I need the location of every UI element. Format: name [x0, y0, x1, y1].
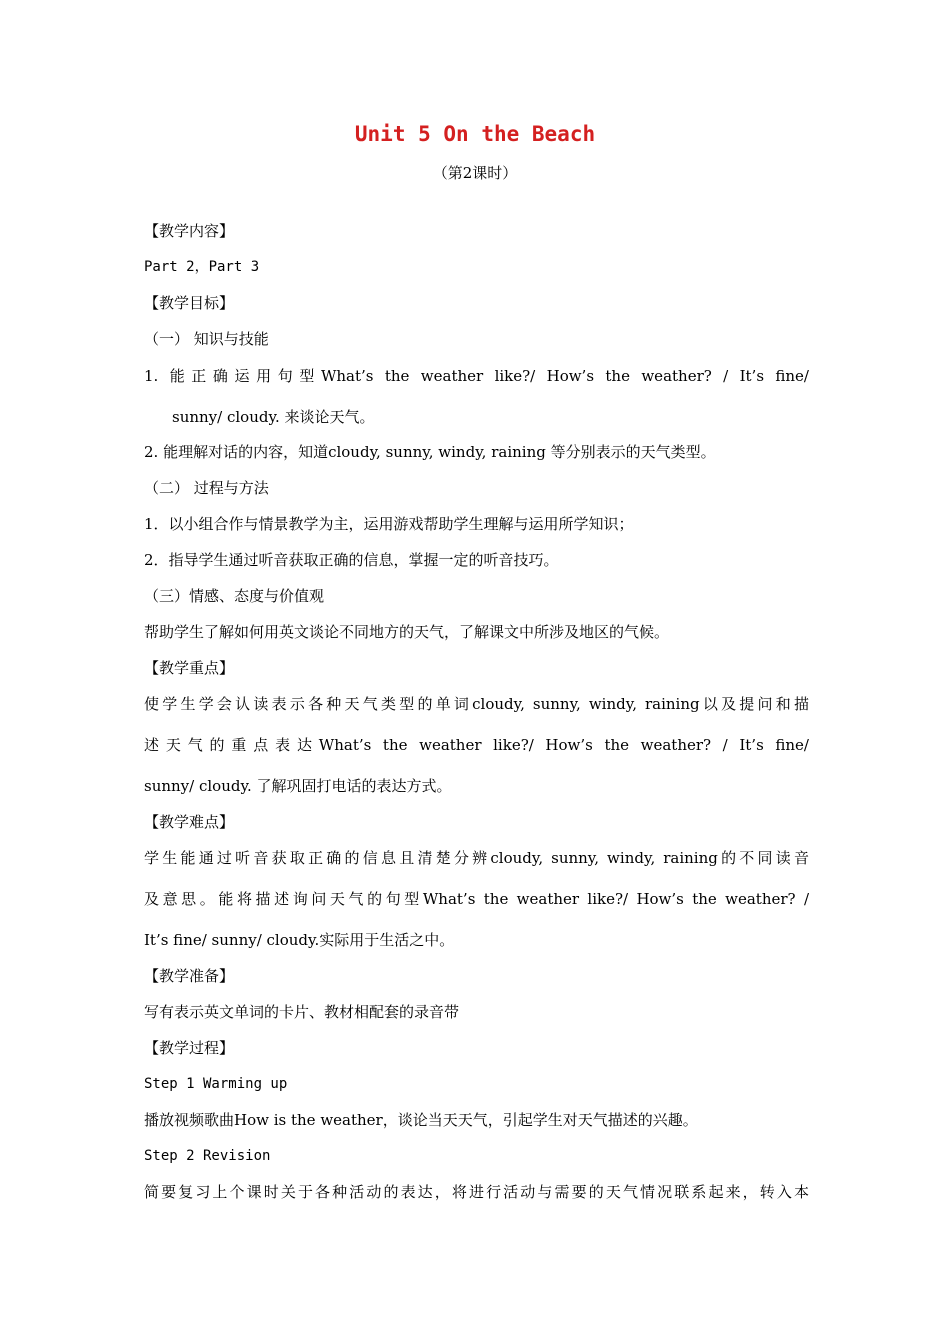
step-heading: Step 1 Warming up — [144, 1076, 288, 1092]
section-heading-key-points: 【教学重点】 — [144, 659, 235, 677]
paragraph-line: 帮助学生了解如何用英文谈论不同地方的天气，了解课文中所涉及地区的气候。 — [144, 623, 670, 641]
paragraph-line: 2．指导学生通过听音获取正确的信息，掌握一定的听音技巧。 — [144, 551, 559, 569]
section-heading-difficulties: 【教学难点】 — [144, 813, 235, 831]
paragraph-line: sunny/ cloudy. 了解巩固打电话的表达方式。 — [144, 777, 452, 795]
document-subtitle: （第2课时） — [432, 164, 518, 182]
subheading-knowledge: （一） 知识与技能 — [144, 330, 269, 348]
section-heading-procedure: 【教学过程】 — [144, 1039, 235, 1057]
paragraph-line: It’s fine/ sunny/ cloudy.实际用于生活之中。 — [144, 931, 455, 949]
paragraph-line: Part 2，Part 3 — [144, 259, 260, 275]
section-heading-content: 【教学内容】 — [144, 222, 235, 240]
paragraph-line: 播放视频歌曲How is the weather，谈论当天天气，引起学生对天气描述的兴趣。 — [144, 1111, 698, 1129]
paragraph-line: sunny/ cloudy. 来谈论天气。 — [172, 408, 375, 426]
paragraph-line: 写有表示英文单词的卡片、教材相配套的录音带 — [144, 1003, 460, 1021]
section-heading-objectives: 【教学目标】 — [144, 294, 235, 312]
paragraph-line: 2. 能理解对话的内容，知道cloudy, sunny, windy, raining 等分别表示的天气类型。 — [144, 443, 716, 461]
document-title: Unit 5 On the Beach — [354, 122, 596, 146]
paragraph-line: 述天气的重点表达What’s the weather like?/ How’s the weather? / It’s fine/ — [144, 736, 809, 754]
paragraph-line: 1．以小组合作与情景教学为主，运用游戏帮助学生理解与运用所学知识； — [144, 515, 634, 533]
subheading-values: （三）情感、态度与价值观 — [144, 587, 325, 605]
section-heading-preparation: 【教学准备】 — [144, 967, 235, 985]
paragraph-line: 及意思。能将描述询问天气的句型What’s the weather like?/ How’s the weather? / — [144, 890, 809, 908]
step-heading: Step 2 Revision — [144, 1148, 271, 1164]
subheading-process: （二） 过程与方法 — [144, 479, 269, 497]
paragraph-line: 学生能通过听音获取正确的信息且清楚分辨cloudy, sunny, windy, raining的不同读音 — [144, 849, 809, 867]
paragraph-line: 1. 能正确运用句型What’s the weather like?/ How’s the weather? / It’s fine/ — [144, 367, 809, 385]
paragraph-line: 简要复习上个课时关于各种活动的表达，将进行活动与需要的天气情况联系起来，转入本 — [144, 1183, 809, 1201]
paragraph-line: 使学生学会认读表示各种天气类型的单词cloudy, sunny, windy, raining以及提问和描 — [144, 695, 809, 713]
